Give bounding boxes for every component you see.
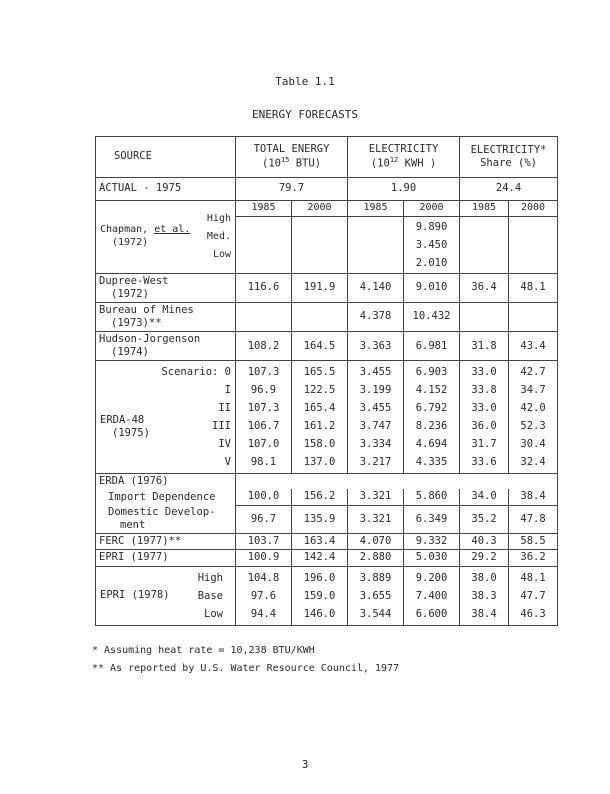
domestic-label-line2: ment	[120, 519, 146, 532]
year-share-2000: 2000	[509, 201, 558, 217]
value: 107.3	[247, 366, 280, 379]
scenario-id: 0	[224, 366, 231, 379]
value: 122.5	[303, 384, 336, 397]
value	[292, 302, 348, 331]
value: 35.2	[460, 505, 509, 534]
cell-empty	[236, 474, 558, 490]
value: 30.4	[520, 438, 546, 451]
value: 159.0	[303, 589, 336, 602]
value	[509, 302, 558, 331]
value: 31.8	[460, 332, 509, 361]
level-med: Med.	[206, 230, 231, 242]
share-unit: Share (%)	[480, 157, 537, 169]
scenario-iii: III	[212, 420, 231, 433]
actual-total: 79.7	[236, 178, 348, 201]
value: 58.5	[509, 534, 558, 550]
chapman-name-prefix: Chapman,	[100, 224, 155, 236]
value: 4.152	[415, 384, 448, 397]
hudson-year: (1974)	[111, 346, 149, 359]
value: 46.3	[520, 607, 546, 620]
dupree-year: (1972)	[111, 287, 149, 300]
level-low: Low	[212, 248, 231, 260]
epri78-col	[348, 566, 404, 625]
value: 146.0	[303, 607, 336, 620]
value: 107.0	[247, 438, 280, 451]
value: 161.2	[303, 420, 336, 433]
value: 5.030	[404, 550, 460, 566]
value: 100.0	[236, 489, 292, 505]
value: 4.070	[348, 534, 404, 550]
value: 3.334	[359, 438, 392, 451]
actual-share: 24.4	[460, 178, 558, 201]
value: 3.321	[348, 489, 404, 505]
erda48-source	[96, 361, 236, 474]
erda48-scenarios	[161, 363, 231, 471]
import-label: Import Dependence	[96, 489, 236, 505]
chapman-name-block	[100, 224, 190, 249]
cell-empty	[460, 216, 509, 273]
erda76-domestic-row	[96, 505, 558, 534]
energy-forecasts-table	[95, 136, 558, 626]
value: 48.1	[520, 571, 546, 584]
value: 5.860	[404, 489, 460, 505]
cell-empty	[292, 216, 348, 273]
value: 36.4	[460, 273, 509, 302]
erda48-row	[96, 361, 558, 474]
value: 34.0	[460, 489, 509, 505]
value: 36.2	[509, 550, 558, 566]
value: 6.600	[415, 607, 448, 620]
hudson-name: Hudson-Jorgenson	[99, 333, 201, 345]
table-title: ENERGY FORECASTS	[252, 108, 358, 121]
share-title: ELECTRICITY*	[470, 143, 547, 156]
chapman-levels	[207, 210, 231, 264]
value: 104.8	[247, 571, 280, 584]
erda76-import-row	[96, 489, 558, 505]
epri78-col	[460, 566, 509, 625]
level-high: High	[206, 212, 231, 224]
value: 98.1	[250, 456, 277, 469]
value: 9.890	[415, 220, 448, 233]
value: 36.0	[471, 420, 497, 433]
erda48-year: (1975)	[112, 427, 150, 440]
value: 156.2	[292, 489, 348, 505]
value: 47.7	[520, 589, 546, 602]
erda48-col	[404, 361, 460, 474]
epri78-row	[96, 566, 558, 625]
year-elec-2000: 2000	[404, 201, 460, 217]
value: 3.747	[359, 420, 392, 433]
dupree-name: Dupree-West	[99, 274, 169, 287]
value: 43.4	[509, 332, 558, 361]
value: 3.199	[359, 384, 392, 397]
value: 3.217	[359, 456, 392, 469]
unit-base: (10	[262, 157, 281, 170]
erda48-col	[292, 361, 348, 474]
level-low: Low	[204, 607, 223, 620]
value: 4.140	[348, 273, 404, 302]
scenario-i: I	[224, 384, 231, 397]
table-number: Table 1.1	[275, 75, 335, 88]
year-share-1985: 1985	[460, 201, 509, 217]
value: 3.889	[359, 571, 392, 584]
erda48-col	[348, 361, 404, 474]
year-elec-1985: 1985	[348, 201, 404, 217]
share-header	[460, 137, 558, 178]
value: 31.7	[471, 438, 497, 451]
epri78-source	[96, 566, 236, 625]
level-high: High	[197, 571, 223, 584]
value: 33.8	[471, 384, 497, 397]
value: 42.7	[520, 366, 546, 379]
erda48-col	[236, 361, 292, 474]
dupree-row	[96, 273, 558, 302]
value: 4.378	[348, 302, 404, 331]
footnote-2: ** As reported by U.S. Water Resource Council, 1977	[92, 663, 400, 674]
source-header: SOURCE	[96, 137, 236, 178]
value: 52.3	[520, 420, 546, 433]
value: 29.2	[460, 550, 509, 566]
value: 163.4	[292, 534, 348, 550]
year-total-1985: 1985	[236, 201, 292, 217]
cell-empty	[509, 216, 558, 273]
value: 6.903	[415, 366, 448, 379]
value: 9.200	[415, 571, 448, 584]
value: 38.0	[471, 571, 497, 584]
bureau-row	[96, 302, 558, 331]
value: 3.363	[348, 332, 404, 361]
value: 3.321	[348, 505, 404, 534]
value: 3.655	[359, 589, 392, 602]
value: 158.0	[303, 438, 336, 451]
value: 165.5	[303, 366, 336, 379]
page-number: 3	[301, 758, 309, 771]
value: 165.4	[303, 402, 336, 415]
value: 3.450	[415, 238, 448, 251]
unit-base: (10	[370, 157, 390, 170]
epri77-name: EPRI (1977)	[96, 550, 236, 566]
total-energy-unit-line	[239, 156, 344, 171]
unit-exponent: 15	[280, 156, 290, 165]
erda48-name: ERDA-48	[100, 414, 145, 427]
total-energy-title: TOTAL ENERGY	[253, 143, 330, 156]
value: 38.3	[471, 589, 497, 602]
scenario-word: Scenario:	[161, 366, 219, 379]
value	[460, 302, 509, 331]
value: 8.236	[415, 420, 448, 433]
value: 106.7	[247, 420, 280, 433]
epri78-col	[509, 566, 558, 625]
value: 6.981	[404, 332, 460, 361]
header-row	[96, 137, 558, 178]
unit-label: KWH )	[398, 157, 437, 170]
actual-row	[96, 178, 558, 201]
scenario-iv: IV	[218, 438, 231, 451]
value: 33.0	[471, 366, 497, 379]
cell-empty	[236, 216, 292, 273]
value	[236, 302, 292, 331]
erda76-title-row	[96, 474, 558, 490]
value: 48.1	[509, 273, 558, 302]
electricity-header	[348, 137, 460, 178]
value: 33.0	[471, 402, 497, 415]
value: 6.349	[404, 505, 460, 534]
year-row	[96, 201, 558, 217]
value: 4.694	[415, 438, 448, 451]
value: 94.4	[250, 607, 277, 620]
actual-elec: 1.90	[348, 178, 460, 201]
unit-label: BTU)	[289, 157, 322, 170]
value: 196.0	[303, 571, 336, 584]
value: 34.7	[520, 384, 546, 397]
chapman-name	[100, 224, 190, 237]
erda76-name: ERDA (1976)	[96, 474, 236, 490]
epri78-levels	[198, 569, 231, 623]
chapman-year: (1972)	[112, 236, 149, 248]
total-energy-header	[236, 137, 348, 178]
value: 42.0	[520, 402, 546, 415]
value: 32.4	[520, 456, 546, 469]
chapman-etal: et al.	[154, 224, 191, 236]
epri77-row	[96, 550, 558, 566]
domestic-label	[96, 505, 236, 534]
epri78-col	[292, 566, 348, 625]
year-total-2000: 2000	[292, 201, 348, 217]
value: 191.9	[292, 273, 348, 302]
value: 100.9	[236, 550, 292, 566]
value: 9.332	[404, 534, 460, 550]
hudson-source	[96, 332, 236, 361]
chapman-elec-2000	[404, 216, 460, 273]
footnote-1: * Assuming heat rate = 10,238 BTU/KWH	[92, 645, 315, 656]
value: 3.455	[359, 402, 392, 415]
value: 38.4	[509, 489, 558, 505]
value: 103.7	[236, 534, 292, 550]
electricity-unit-line	[351, 156, 456, 171]
level-base: Base	[197, 589, 223, 602]
epri78-col	[404, 566, 460, 625]
ferc-name: FERC (1977)**	[96, 534, 236, 550]
value: 2.010	[415, 256, 448, 269]
dupree-source	[96, 273, 236, 302]
value: 96.7	[236, 505, 292, 534]
value: 116.6	[236, 273, 292, 302]
scenario-ii: II	[218, 402, 231, 415]
value: 164.5	[292, 332, 348, 361]
erda48-col	[509, 361, 558, 474]
value: 47.8	[509, 505, 558, 534]
value: 97.6	[250, 589, 277, 602]
ferc-row	[96, 534, 558, 550]
bureau-name: Bureau of Mines	[99, 303, 194, 316]
value: 135.9	[292, 505, 348, 534]
value: 40.3	[460, 534, 509, 550]
value: 4.335	[415, 456, 448, 469]
actual-label: ACTUAL - 1975	[96, 178, 236, 201]
scenario-0	[161, 363, 231, 381]
epri78-name: EPRI (1978)	[100, 588, 170, 601]
value: 96.9	[250, 384, 277, 397]
value: 10.432	[404, 302, 460, 331]
chapman-source	[96, 201, 236, 274]
value: 108.2	[236, 332, 292, 361]
value: 142.4	[292, 550, 348, 566]
domestic-label-line1: Domestic Develop-	[108, 506, 216, 518]
value: 7.400	[415, 589, 448, 602]
value: 107.3	[247, 402, 280, 415]
cell-empty	[348, 216, 404, 273]
unit-exponent: 12	[389, 156, 399, 165]
value: 6.792	[415, 402, 448, 415]
value: 3.544	[359, 607, 392, 620]
erda48-col	[460, 361, 509, 474]
hudson-row	[96, 332, 558, 361]
electricity-title: ELECTRICITY	[368, 143, 439, 156]
value: 33.6	[471, 456, 497, 469]
erda48-name-block	[100, 394, 150, 440]
value: 137.0	[303, 456, 336, 469]
epri78-col	[236, 566, 292, 625]
bureau-source	[96, 302, 236, 331]
bureau-year: (1973)**	[111, 316, 162, 329]
scenario-v: V	[224, 456, 231, 469]
value: 2.880	[348, 550, 404, 566]
value: 9.010	[404, 273, 460, 302]
value: 38.4	[471, 607, 497, 620]
value: 3.455	[359, 366, 392, 379]
